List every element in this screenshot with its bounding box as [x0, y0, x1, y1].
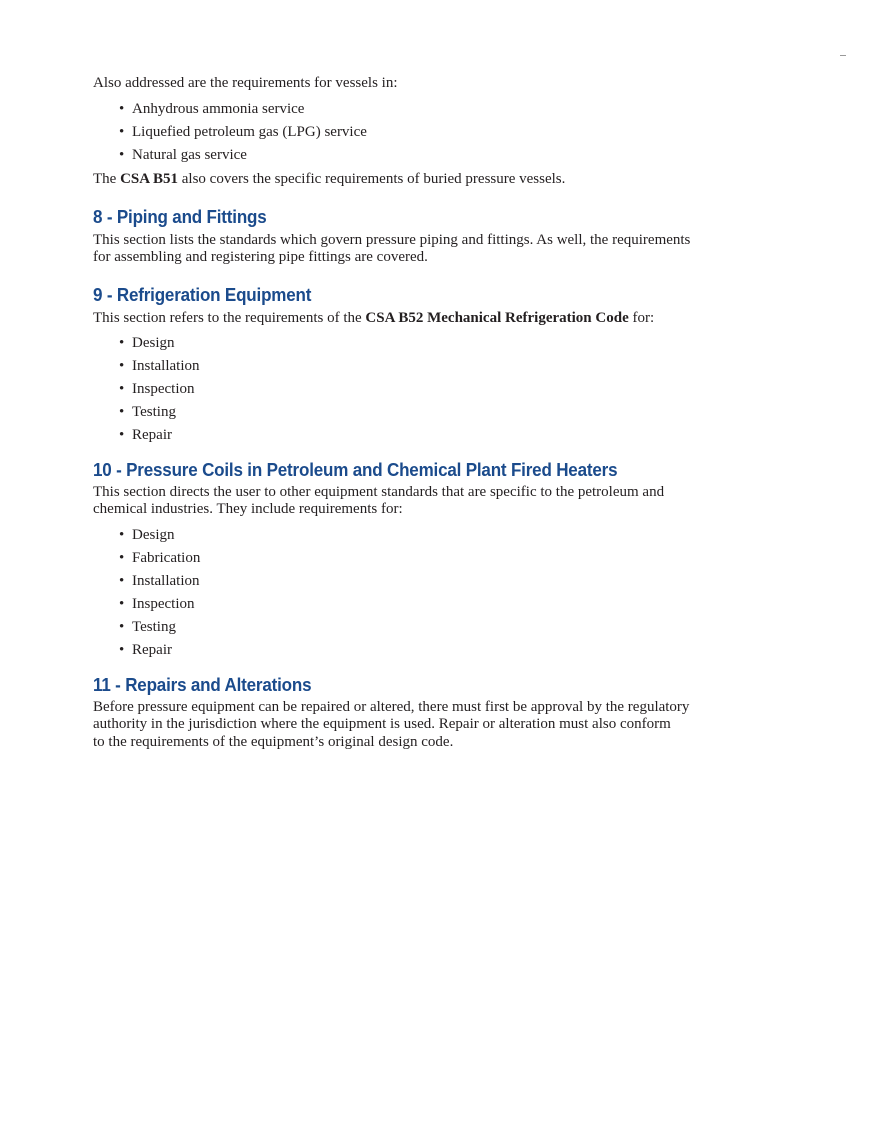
list-item: • Natural gas service — [119, 147, 247, 163]
paragraph-line: for assembling and registering pipe fittings are covered. — [93, 249, 428, 265]
intro-paragraph: Also addressed are the requirements for vessels in: — [93, 75, 398, 91]
list-item: • Liquefied petroleum gas (LPG) service — [119, 124, 367, 140]
section-heading-8: 8 - Piping and Fittings — [93, 206, 267, 227]
paragraph-line: to the requirements of the equipment’s original design code. — [93, 734, 454, 750]
section-heading-11: 11 - Repairs and Alterations — [93, 674, 312, 695]
list-item: • Inspection — [119, 596, 195, 612]
paragraph-line: This section lists the standards which govern pressure piping and fittings. As well, the requirements — [93, 232, 691, 248]
list-item: • Inspection — [119, 381, 195, 397]
paragraph-line: This section directs the user to other equipment standards that are specific to the petroleum and — [93, 484, 665, 500]
list-item: • Installation — [119, 358, 200, 374]
list-item: • Installation — [119, 573, 200, 589]
list-item: • Design — [119, 527, 175, 543]
section-heading-9: 9 - Refrigeration Equipment — [93, 284, 312, 305]
page-mark — [840, 55, 846, 56]
section-heading-10: 10 - Pressure Coils in Petroleum and Chemical Plant Fired Heaters — [93, 459, 618, 480]
paragraph-line: chemical industries. They include requirements for: — [93, 501, 403, 517]
paragraph-line: Before pressure equipment can be repaired or altered, there must first be approval by the regulatory — [93, 699, 690, 715]
s9-paragraph: This section refers to the requirements of the CSA B52 Mechanical Refrigeration Code for: — [93, 310, 655, 326]
paragraph-line: authority in the jurisdiction where the equipment is used. Repair or alteration must also conform — [93, 716, 671, 732]
b51-paragraph: The CSA B51 also covers the specific requirements of buried pressure vessels. — [93, 171, 566, 187]
list-item: • Fabrication — [119, 550, 201, 566]
list-item: • Design — [119, 335, 175, 351]
list-item: • Testing — [119, 619, 176, 635]
list-item: • Repair — [119, 642, 172, 658]
list-item: • Anhydrous ammonia service — [119, 101, 305, 117]
list-item: • Testing — [119, 404, 176, 420]
list-item: • Repair — [119, 427, 172, 443]
